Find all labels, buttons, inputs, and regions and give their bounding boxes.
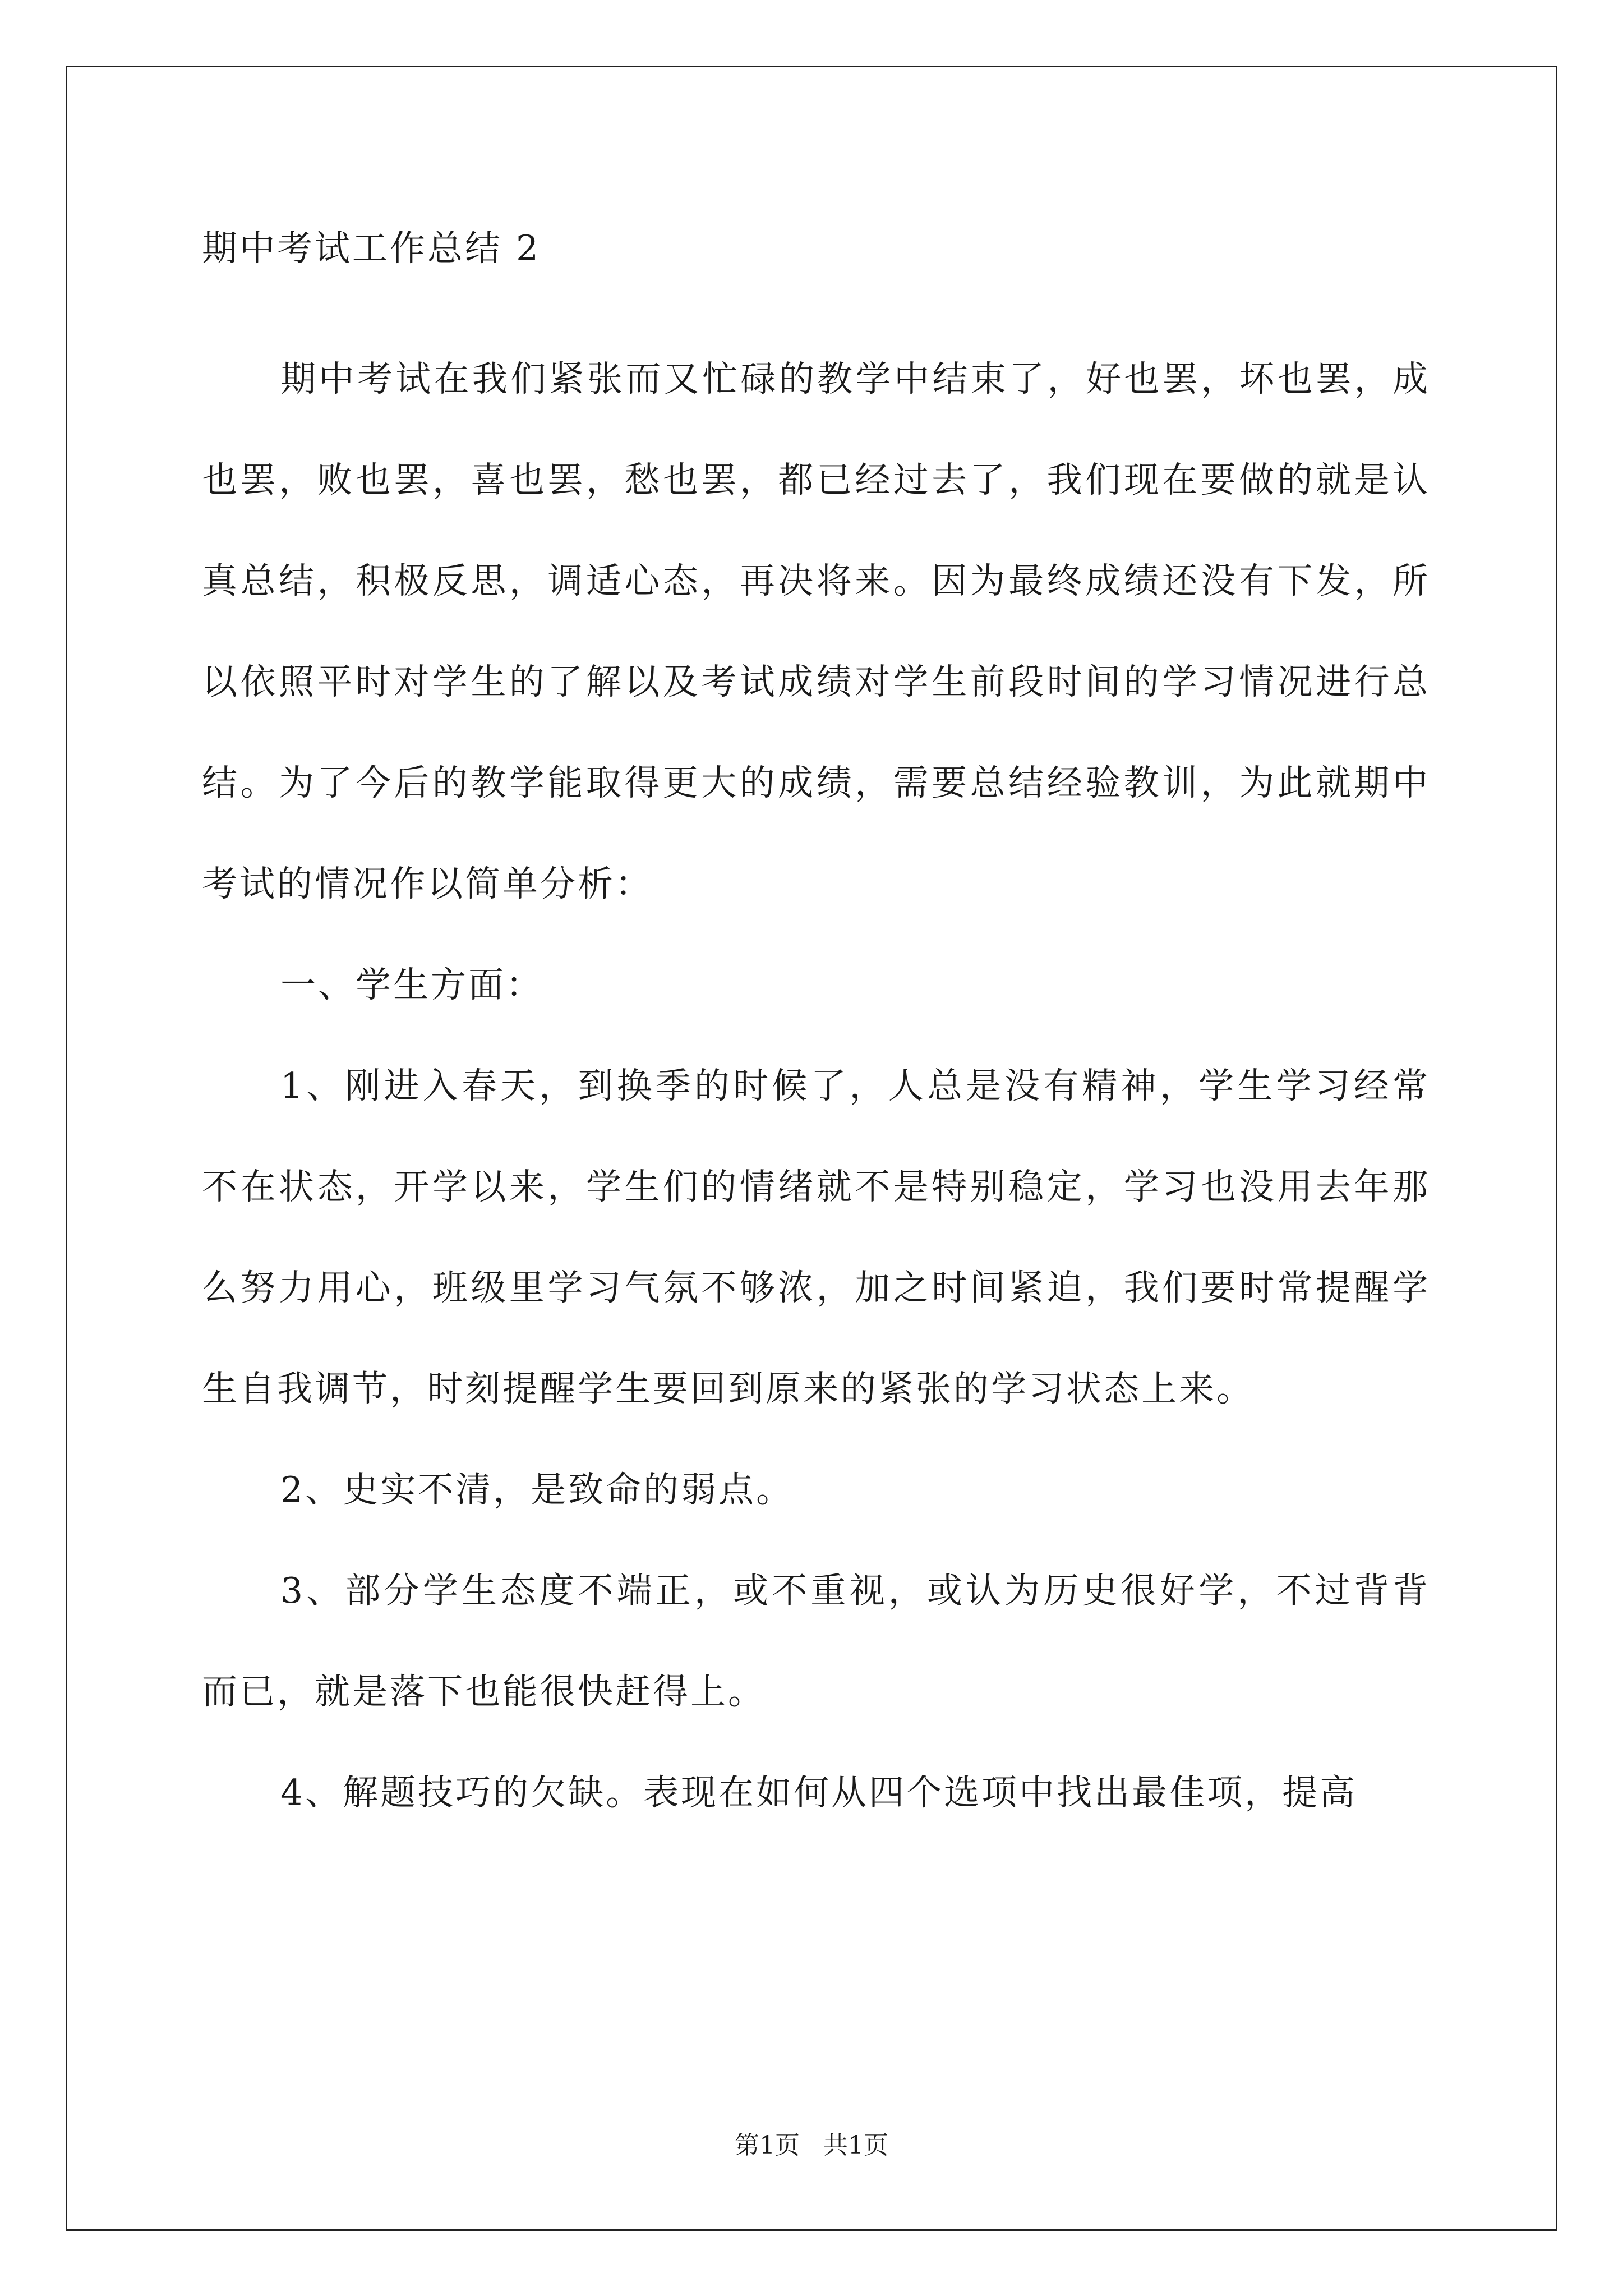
document-body: [202, 329, 1430, 1843]
list-item-2: 2、史实不清，是致命的弱点。: [280, 1469, 794, 1510]
list-item-3: 3、部分学生态度不端正，或不重视，或认为历史很好学，不过背背而已，就是落下也能很快赶得上。: [202, 1570, 1430, 1712]
paragraph-intro: 期中考试在我们紧张而又忙碌的教学中结束了，好也罢，坏也罢，成也罢，败也罢，喜也罢，愁也罢，都已经过去了，我们现在要做的就是认真总结，积极反思，调适心态，再决将来。因为最终成绩还没有下发，所以依照平时对学生的了解以及考试成绩对学生前段时间的学习情况进行总结。为了今后的教学能取得更大的成绩，需要总结经验教训，为此就期中考试的情况作以简单分析：: [202, 358, 1430, 904]
document-title: 期中考试工作总结 2: [202, 228, 541, 269]
section-heading-students: 一、学生方面：: [280, 964, 543, 1005]
list-item-4: 4、解题技巧的欠缺。表现在如何从四个选项中找出最佳项，提高: [280, 1772, 1358, 1813]
page-number-footer: 第1页 共1页: [735, 2131, 888, 2160]
list-item-1: 1、刚进入春天，到换季的时候了，人总是没有精神，学生学习经常不在状态，开学以来，学生们的情绪就不是特别稳定，学习也没用去年那么努力用心，班级里学习气氛不够浓，加之时间紧迫，我们要时常提醒学生自我调节，时刻提醒学生要回到原来的紧张的学习状态上来。: [202, 1065, 1430, 1409]
